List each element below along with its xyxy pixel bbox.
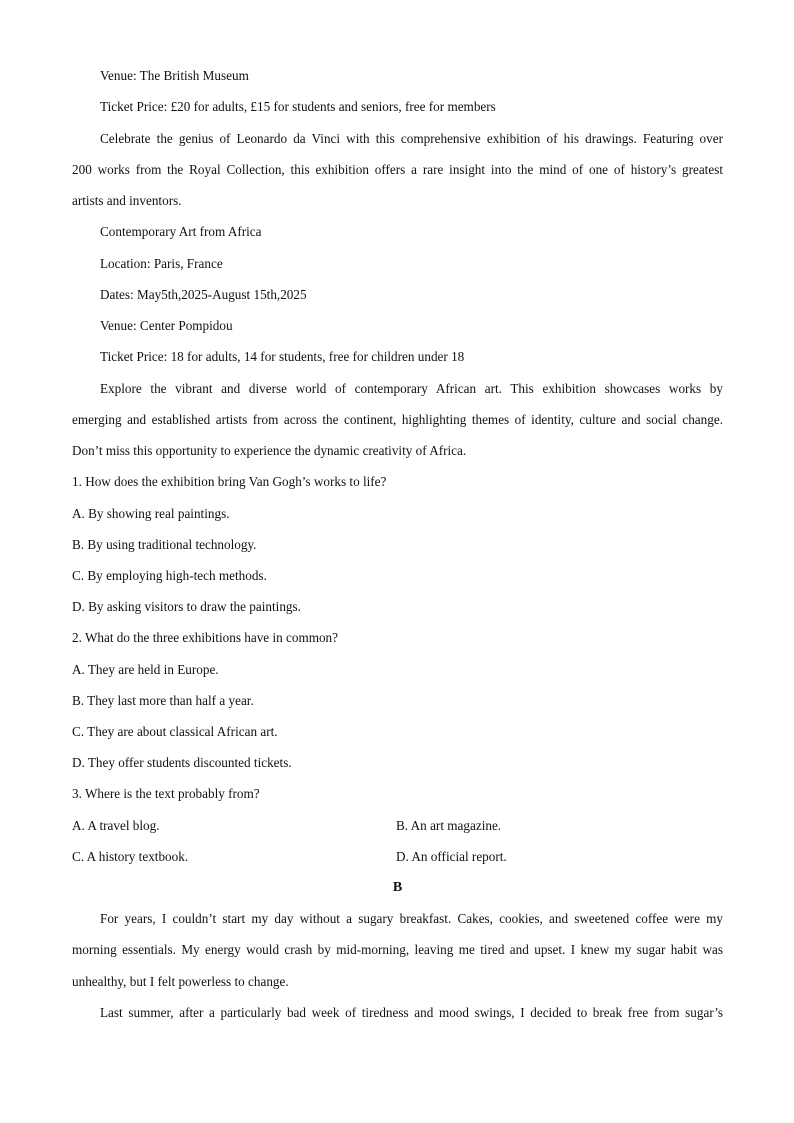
description-line: Explore the vibrant and diverse world of contemporary African art. This exhibition showcases works by — [100, 381, 723, 396]
paragraph-line: For years, I couldn’t start my day without a sugary breakfast. Cakes, cookies, and sweetened coffee were my — [100, 911, 723, 926]
exhibition-title: Contemporary Art from Africa — [100, 224, 262, 239]
answer-option: B. They last more than half a year. — [72, 693, 254, 708]
paragraph-line: morning essentials. My energy would crash by mid-morning, leaving me tired and upset. I knew my sugar habit was — [72, 942, 723, 957]
paragraph-line: Last summer, after a particularly bad week of tiredness and mood swings, I decided to break free from sugar’s — [100, 1005, 723, 1020]
answer-options-row — [72, 810, 723, 841]
answer-option: A. A travel blog. — [72, 818, 160, 833]
description-line: emerging and established artists from across the continent, highlighting themes of identity, culture and social change. — [72, 412, 723, 427]
question-stem: 2. What do the three exhibitions have in common? — [72, 630, 339, 645]
description-line: Don’t miss this opportunity to experience the dynamic creativity of Africa. — [72, 443, 467, 458]
location-line: Location: Paris, France — [100, 256, 223, 271]
question-stem: 1. How does the exhibition bring Van Gogh’s works to life? — [72, 474, 387, 489]
ticket-price-line: Ticket Price: 18 for adults, 14 for students, free for children under 18 — [100, 349, 465, 364]
answer-options-row — [72, 841, 723, 872]
answer-option: A. They are held in Europe. — [72, 662, 219, 677]
venue-line: Venue: Center Pompidou — [100, 318, 233, 333]
answer-option: C. By employing high-tech methods. — [72, 568, 267, 583]
paragraph-line: unhealthy, but I felt powerless to change. — [72, 974, 289, 989]
venue-line: Venue: The British Museum — [100, 68, 249, 83]
answer-option: C. They are about classical African art. — [72, 724, 278, 739]
dates-line: Dates: May5th,2025-August 15th,2025 — [100, 287, 307, 302]
question-stem: 3. Where is the text probably from? — [72, 786, 260, 801]
answer-option: D. By asking visitors to draw the paintings. — [72, 599, 301, 614]
description-line: 200 works from the Royal Collection, this exhibition offers a rare insight into the mind of one of history’s greatest — [72, 162, 723, 177]
section-heading: B — [392, 880, 403, 895]
answer-option: B. An art magazine. — [396, 818, 502, 833]
answer-option: B. By using traditional technology. — [72, 537, 257, 552]
answer-option: D. They offer students discounted tickets. — [72, 755, 292, 770]
ticket-price-line: Ticket Price: £20 for adults, £15 for students and seniors, free for members — [100, 99, 496, 114]
answer-option: A. By showing real paintings. — [72, 506, 230, 521]
description-line: artists and inventors. — [72, 193, 182, 208]
answer-option: C. A history textbook. — [72, 849, 189, 864]
answer-option: D. An official report. — [396, 849, 507, 864]
description-line: Celebrate the genius of Leonardo da Vinci with this comprehensive exhibition of his drawings. Featuring over — [100, 131, 723, 146]
